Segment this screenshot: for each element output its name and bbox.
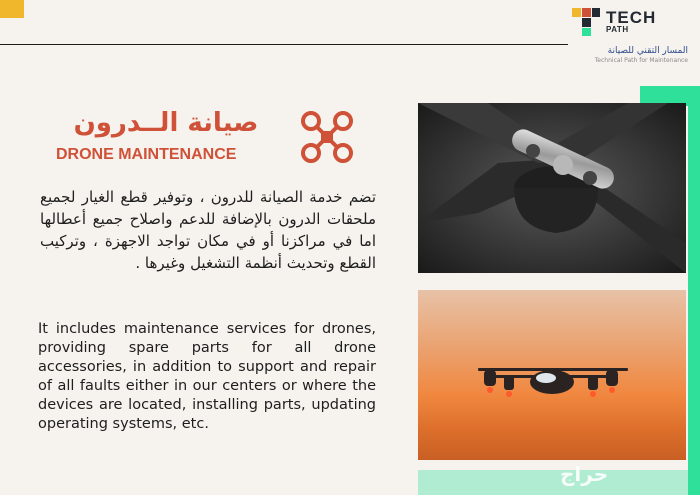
drone-icon	[300, 110, 354, 164]
logo-name: TECH	[606, 8, 657, 27]
watermark-text: حراج	[560, 462, 609, 486]
logo-wordmark	[606, 10, 656, 35]
service-title-arabic: صيانة الــدرون	[73, 108, 259, 138]
logo-mark-icon	[572, 8, 600, 36]
drone-propeller-photo	[418, 103, 686, 273]
green-accent-bottom	[418, 470, 700, 495]
top-accent-bar	[0, 0, 24, 18]
logo-name-line2: PATH	[606, 25, 629, 34]
logo-arabic-tagline: المسار التقني للصيانة	[607, 46, 688, 56]
tech-path-logo	[572, 6, 690, 66]
description-arabic: تضم خدمة الصيانة للدرون ، وتوفير قطع الغيار لجميع ملحقات الدرون بالإضافة للدعم واصلاح جميع أعطالها اما في مراكزنا أو في مكان تواجد الاجهزة ، وتركيب القطع وتحديث أنظمة التشغيل وغيرها .	[40, 188, 376, 272]
service-title-english: DRONE MAINTENANCE	[56, 146, 237, 163]
green-accent-bar	[688, 86, 700, 495]
flying-drone-photo	[418, 290, 686, 460]
header-divider	[0, 44, 568, 45]
description-english: It includes maintenance services for drones, providing spare parts for all drone accessories, in addition to support and repair of all faults either in our centers or where the devices are located, installing parts, updating operating systems, etc.	[38, 321, 376, 432]
logo-english-tagline: Technical Path for Maintenance	[594, 57, 688, 64]
